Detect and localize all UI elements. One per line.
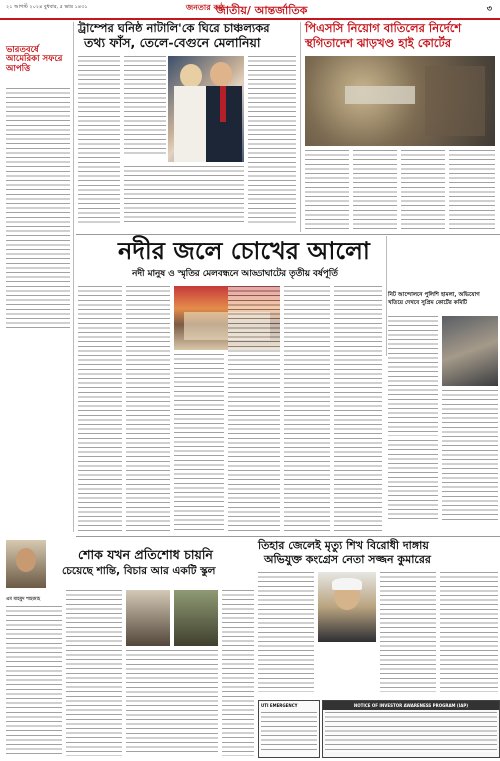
- river-headline: নদীর জলে চোখের আলো: [118, 237, 370, 265]
- psc-headline-line1: পিএসসি নিয়োগ বাতিলের নির্দেশে: [305, 21, 462, 35]
- neet-body-col1: [388, 316, 438, 436]
- grief-body-col2: [66, 590, 122, 756]
- grief-body-col1: [6, 606, 62, 756]
- trump-headline-line1: ট্রাম্পের ঘনিষ্ঠ নাটালি'কে ঘিরে চাঞ্চল্যকর: [78, 21, 270, 35]
- grief-photo-right: [174, 590, 218, 646]
- grief-body-col3: [126, 650, 218, 756]
- river-body-col2: [126, 286, 170, 532]
- river-body-col1: [78, 286, 122, 532]
- tihar-body-col2: [380, 572, 436, 692]
- river-body-col6: [334, 286, 382, 532]
- uti-ad: [258, 700, 320, 758]
- tihar-headline-line1: তিহার জেলেই মৃত্যু শিখ বিরোধী দাঙ্গায়: [258, 539, 429, 552]
- psc-body-col3: [401, 150, 445, 230]
- grief-headline-line1: শোক যখন প্রতিশোধ চায়নি: [78, 547, 213, 562]
- grief-byline-photo: [6, 540, 46, 588]
- newspaper-logo: জনতার কণ্ঠ: [186, 3, 225, 12]
- neet-body-col2: [442, 390, 498, 520]
- psc-body-col4: [449, 150, 495, 230]
- grief-headline-line2: চেয়েছে শান্তি, বিচার আর একটি স্কুল: [62, 565, 216, 577]
- trump-body-col3: [248, 56, 296, 226]
- trump-body-col1: [78, 56, 120, 226]
- neet-body-col3: [388, 440, 438, 520]
- river-body-col3: [174, 354, 224, 532]
- trump-headline-line2: তথ্য ফাঁস, তেলে-বেগুনে মেলানিয়া: [84, 35, 261, 50]
- neet-headline-line2: খতিয়ে দেখবে সুপ্রিম কোর্টের কমিটি: [388, 300, 468, 306]
- trump-body-col2: [124, 56, 166, 156]
- page-number: ৩: [486, 4, 492, 13]
- tihar-photo: [318, 572, 376, 642]
- psc-protest-photo: [305, 56, 495, 146]
- trump-photo: [168, 56, 244, 162]
- psc-body-col1: [305, 150, 349, 230]
- neet-protest-photo: [442, 316, 498, 386]
- notice-ad: [322, 700, 500, 758]
- tihar-headline-line2: অভিযুক্ত কংগ্রেস নেতা সজ্জন কুমারের: [264, 553, 431, 566]
- psc-body-col2: [353, 150, 397, 230]
- section-title: জাতীয়/ আন্তর্জাতিক: [216, 4, 308, 17]
- trump-body-bottom: [124, 166, 244, 226]
- neet-headline-line1: নিট আন্দোলনে পুলিশি হামলা, অভিযোগ: [388, 292, 480, 298]
- notice-ad-title: NOTICE OF INVESTOR AWARENESS PROGRAM (IAP): [323, 701, 499, 710]
- uti-ad-brand: UTI EMERGENCY: [261, 703, 298, 708]
- masthead-bar: [0, 0, 500, 20]
- issue-date: ২১ আগস্ট ২০২৪ বুধবার, ৫ ভাদ্র ১৪৩১: [6, 4, 88, 10]
- river-subhead: নদী মানুষ ও স্মৃতির মেলবন্ধনে আড্ডাঘাটের তৃতীয় বর্ষপূর্তি: [132, 269, 338, 279]
- left-top-headline: ভারতবর্ষে আমেরিকা সফরে আপত্তি: [6, 45, 63, 74]
- river-body-col4: [228, 286, 280, 532]
- grief-byline: এম মাহমুদ শাহজাহ: [6, 597, 41, 602]
- grief-photo-left: [126, 590, 170, 646]
- grief-body-col4: [222, 590, 254, 756]
- psc-headline-line2: স্থগিতাদেশ ঝাড়খণ্ড হাই কোর্টের: [305, 36, 452, 50]
- tihar-body-col1: [258, 572, 314, 692]
- tihar-body-col3: [440, 572, 498, 692]
- left-top-body: [6, 88, 70, 328]
- river-body-col5: [284, 286, 330, 532]
